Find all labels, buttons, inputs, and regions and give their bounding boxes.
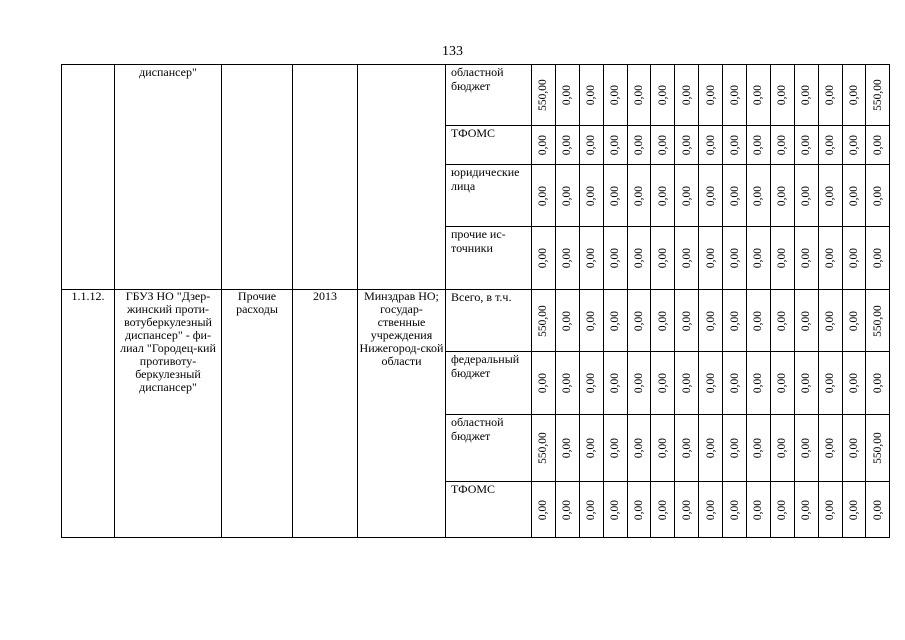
value-text: 0,00 <box>680 185 693 206</box>
value-text: 0,00 <box>585 84 598 106</box>
value-text: 0,00 <box>633 437 645 459</box>
value-cell <box>603 227 627 290</box>
value-text: 0,00 <box>537 134 550 156</box>
value-text: 0,00 <box>728 134 741 156</box>
value-text: 550,00 <box>537 304 550 337</box>
table-row <box>62 290 890 352</box>
value-cell <box>627 290 651 352</box>
value-cell <box>555 290 579 352</box>
value-text: 0,00 <box>800 185 813 206</box>
value-text: 0,00 <box>680 134 693 156</box>
value-text: 0,00 <box>561 247 574 269</box>
value-cell <box>651 165 675 227</box>
value-text: 0,00 <box>776 247 789 269</box>
value-cell <box>723 290 747 352</box>
value-text: 0,00 <box>585 310 598 331</box>
source-cell: ТФОМС <box>446 482 532 538</box>
value-text: 0,00 <box>561 185 574 206</box>
value-text: 0,00 <box>800 134 813 156</box>
value-cell <box>794 352 818 415</box>
value-cell <box>675 482 699 538</box>
value-cell <box>723 352 747 415</box>
value-cell <box>770 227 794 290</box>
value-text: 0,00 <box>776 185 789 206</box>
value-text: 0,00 <box>704 185 717 206</box>
budget-table <box>61 64 890 538</box>
value-text: 0,00 <box>704 437 717 459</box>
value-cell <box>699 290 723 352</box>
value-cell <box>794 65 818 126</box>
value-text: 0,00 <box>585 499 598 520</box>
value-text: 0,00 <box>585 247 598 269</box>
value-cell <box>723 482 747 538</box>
value-text: 0,00 <box>752 247 765 269</box>
value-cell <box>842 227 866 290</box>
value-text: 0,00 <box>776 84 789 106</box>
value-cell <box>532 482 556 538</box>
value-text: 0,00 <box>848 247 861 269</box>
value-cell <box>723 227 747 290</box>
value-cell <box>675 165 699 227</box>
value-text: 0,00 <box>585 372 598 394</box>
value-cell <box>603 126 627 165</box>
source-cell: областной бюджет <box>446 415 532 482</box>
expense-type-cell <box>222 65 293 290</box>
value-cell <box>723 415 747 482</box>
value-cell <box>555 482 579 538</box>
value-text: 0,00 <box>824 134 837 156</box>
value-text: 0,00 <box>633 185 645 206</box>
value-text: 0,00 <box>848 437 861 459</box>
value-text: 0,00 <box>537 185 550 206</box>
value-cell <box>794 415 818 482</box>
value-cell <box>699 227 723 290</box>
item-name-cell: диспансер" <box>115 65 222 290</box>
value-cell <box>579 165 603 227</box>
value-text: 0,00 <box>848 185 861 206</box>
value-text: 0,00 <box>848 372 861 394</box>
value-cell <box>723 126 747 165</box>
value-text: 0,00 <box>656 310 669 331</box>
value-cell <box>818 482 842 538</box>
value-text: 0,00 <box>776 134 789 156</box>
value-cell <box>818 352 842 415</box>
value-text: 0,00 <box>633 372 645 394</box>
year-cell <box>293 65 358 290</box>
value-cell <box>699 165 723 227</box>
value-cell <box>555 165 579 227</box>
value-cell <box>651 227 675 290</box>
value-text: 0,00 <box>680 84 693 106</box>
value-text: 0,00 <box>728 437 741 459</box>
value-text: 0,00 <box>704 499 717 520</box>
value-text: 0,00 <box>848 499 861 520</box>
value-text: 0,00 <box>800 84 813 106</box>
value-text: 0,00 <box>656 185 669 206</box>
value-cell <box>866 227 890 290</box>
value-text: 550,00 <box>537 79 550 111</box>
value-text: 0,00 <box>752 185 765 206</box>
value-text: 0,00 <box>680 437 693 459</box>
value-cell <box>866 126 890 165</box>
value-text: 0,00 <box>704 247 717 269</box>
value-cell <box>770 290 794 352</box>
value-cell <box>842 352 866 415</box>
source-cell: Всего, в т.ч. <box>446 290 532 352</box>
source-cell: прочие ис-точники <box>446 227 532 290</box>
value-text: 0,00 <box>656 372 669 394</box>
value-cell <box>770 65 794 126</box>
value-cell <box>818 126 842 165</box>
value-cell <box>794 126 818 165</box>
value-text: 0,00 <box>537 372 550 394</box>
value-text: 0,00 <box>609 134 622 156</box>
value-text: 0,00 <box>537 247 550 269</box>
value-text: 0,00 <box>800 310 813 331</box>
value-text: 0,00 <box>728 499 741 520</box>
value-cell <box>747 290 771 352</box>
value-cell <box>579 352 603 415</box>
value-text: 0,00 <box>656 84 669 106</box>
value-text: 0,00 <box>776 499 789 520</box>
value-text: 0,00 <box>680 372 693 394</box>
value-cell <box>699 126 723 165</box>
item-number-cell: 1.1.12. <box>62 290 115 538</box>
value-text: 0,00 <box>561 437 574 459</box>
source-cell: юридические лица <box>446 165 532 227</box>
value-cell <box>723 65 747 126</box>
value-text: 0,00 <box>633 134 645 156</box>
value-cell <box>555 227 579 290</box>
value-text: 0,00 <box>656 134 669 156</box>
value-text: 0,00 <box>752 372 765 394</box>
value-text: 0,00 <box>585 185 598 206</box>
value-cell <box>747 227 771 290</box>
value-text: 0,00 <box>800 499 813 520</box>
value-text: 0,00 <box>848 84 861 106</box>
value-cell <box>555 415 579 482</box>
value-cell <box>842 415 866 482</box>
value-text: 550,00 <box>871 432 884 464</box>
value-cell <box>603 415 627 482</box>
value-cell <box>770 126 794 165</box>
value-text: 0,00 <box>824 372 837 394</box>
value-text: 0,00 <box>824 247 837 269</box>
value-cell <box>555 65 579 126</box>
value-cell <box>747 126 771 165</box>
value-cell <box>699 65 723 126</box>
value-text: 0,00 <box>824 185 837 206</box>
source-cell: областной бюджет <box>446 65 532 126</box>
value-cell <box>842 126 866 165</box>
value-cell <box>818 290 842 352</box>
value-cell <box>770 352 794 415</box>
value-cell <box>532 126 556 165</box>
value-cell <box>747 165 771 227</box>
value-text: 0,00 <box>752 437 765 459</box>
value-text: 0,00 <box>871 185 884 206</box>
value-cell <box>770 165 794 227</box>
value-text: 0,00 <box>728 310 741 331</box>
value-cell <box>842 65 866 126</box>
value-cell <box>842 482 866 538</box>
value-cell <box>579 290 603 352</box>
value-text: 0,00 <box>561 84 574 106</box>
value-cell <box>579 65 603 126</box>
value-text: 0,00 <box>800 372 813 394</box>
value-text: 0,00 <box>609 247 622 269</box>
value-cell <box>627 126 651 165</box>
value-text: 0,00 <box>585 437 598 459</box>
value-text: 0,00 <box>680 499 693 520</box>
value-cell <box>675 65 699 126</box>
value-text: 0,00 <box>800 437 813 459</box>
value-text: 0,00 <box>800 247 813 269</box>
value-text: 0,00 <box>680 310 693 331</box>
value-text: 0,00 <box>824 310 837 331</box>
value-cell <box>675 290 699 352</box>
value-cell <box>532 227 556 290</box>
value-cell <box>532 352 556 415</box>
value-text: 0,00 <box>609 185 622 206</box>
value-cell <box>818 165 842 227</box>
source-cell: ТФОМС <box>446 126 532 165</box>
value-cell <box>699 482 723 538</box>
value-cell <box>770 415 794 482</box>
value-cell <box>579 482 603 538</box>
value-text: 0,00 <box>633 84 645 106</box>
value-text: 0,00 <box>752 499 765 520</box>
value-text: 0,00 <box>728 372 741 394</box>
value-cell <box>866 290 890 352</box>
value-cell <box>699 352 723 415</box>
value-text: 550,00 <box>537 432 550 464</box>
value-cell <box>579 227 603 290</box>
value-cell <box>651 482 675 538</box>
value-cell <box>794 165 818 227</box>
value-cell <box>842 165 866 227</box>
value-cell <box>842 290 866 352</box>
value-text: 0,00 <box>609 310 622 331</box>
value-text: 0,00 <box>656 499 669 520</box>
value-cell <box>818 227 842 290</box>
value-text: 0,00 <box>776 437 789 459</box>
source-cell: федеральный бюджет <box>446 352 532 415</box>
value-cell <box>579 415 603 482</box>
value-text: 550,00 <box>871 79 884 111</box>
value-cell <box>603 290 627 352</box>
value-cell <box>651 126 675 165</box>
value-cell <box>723 165 747 227</box>
value-cell <box>818 415 842 482</box>
value-text: 0,00 <box>561 499 574 520</box>
value-text: 0,00 <box>848 134 861 156</box>
value-text: 0,00 <box>609 372 622 394</box>
value-text: 0,00 <box>824 499 837 520</box>
value-text: 0,00 <box>848 310 861 331</box>
value-cell <box>866 65 890 126</box>
value-cell <box>794 227 818 290</box>
value-cell <box>651 65 675 126</box>
value-cell <box>794 482 818 538</box>
value-cell <box>747 65 771 126</box>
value-text: 0,00 <box>561 310 574 331</box>
value-cell <box>579 126 603 165</box>
value-cell <box>866 165 890 227</box>
value-cell <box>627 415 651 482</box>
value-cell <box>532 290 556 352</box>
value-cell <box>794 290 818 352</box>
value-cell <box>532 165 556 227</box>
page-number: 133 <box>442 44 463 59</box>
value-text: 0,00 <box>633 247 645 269</box>
expense-type-cell: Прочие расходы <box>222 290 293 538</box>
value-text: 0,00 <box>680 247 693 269</box>
value-cell <box>675 352 699 415</box>
value-cell <box>651 415 675 482</box>
value-cell <box>627 352 651 415</box>
value-cell <box>866 352 890 415</box>
value-cell <box>651 352 675 415</box>
item-number-cell <box>62 65 115 290</box>
value-cell <box>603 352 627 415</box>
value-cell <box>627 482 651 538</box>
value-text: 0,00 <box>585 134 598 156</box>
value-text: 0,00 <box>561 372 574 394</box>
value-text: 0,00 <box>752 84 765 106</box>
value-text: 0,00 <box>728 84 741 106</box>
value-cell <box>532 415 556 482</box>
value-cell <box>747 482 771 538</box>
value-text: 0,00 <box>609 84 622 106</box>
value-cell <box>651 290 675 352</box>
value-text: 0,00 <box>656 247 669 269</box>
value-text: 0,00 <box>656 437 669 459</box>
value-text: 0,00 <box>633 310 645 331</box>
value-text: 0,00 <box>537 499 550 520</box>
value-text: 0,00 <box>871 499 884 520</box>
value-text: 0,00 <box>728 247 741 269</box>
value-text: 0,00 <box>871 134 884 156</box>
value-cell <box>675 126 699 165</box>
item-name-cell: ГБУЗ НО "Дзер-жинский проти-вотуберкулезный диспансер" - фи-лиал "Городец-кий противоту-беркулезный диспансер" <box>115 290 222 538</box>
executor-cell <box>358 65 446 290</box>
value-text: 0,00 <box>561 134 574 156</box>
value-text: 0,00 <box>728 185 741 206</box>
value-text: 0,00 <box>704 84 717 106</box>
value-cell <box>555 126 579 165</box>
value-text: 550,00 <box>871 304 884 337</box>
value-cell <box>627 65 651 126</box>
value-text: 0,00 <box>824 84 837 106</box>
value-text: 0,00 <box>776 310 789 331</box>
value-cell <box>627 227 651 290</box>
value-cell <box>603 482 627 538</box>
table-row <box>62 65 890 126</box>
value-cell <box>770 482 794 538</box>
value-cell <box>866 482 890 538</box>
value-text: 0,00 <box>824 437 837 459</box>
value-cell <box>603 65 627 126</box>
value-cell <box>747 415 771 482</box>
value-text: 0,00 <box>704 134 717 156</box>
value-cell <box>818 65 842 126</box>
value-cell <box>555 352 579 415</box>
value-text: 0,00 <box>871 247 884 269</box>
year-cell: 2013 <box>293 290 358 538</box>
value-cell <box>627 165 651 227</box>
value-text: 0,00 <box>871 372 884 394</box>
value-text: 0,00 <box>704 310 717 331</box>
value-text: 0,00 <box>633 499 645 520</box>
value-cell <box>603 165 627 227</box>
value-cell <box>675 227 699 290</box>
value-text: 0,00 <box>752 134 765 156</box>
executor-cell: Минздрав НО; государ-ственные учреждения Нижегород-ской области <box>358 290 446 538</box>
value-cell <box>532 65 556 126</box>
value-text: 0,00 <box>752 310 765 331</box>
value-cell <box>866 415 890 482</box>
value-cell <box>747 352 771 415</box>
value-text: 0,00 <box>609 499 622 520</box>
value-cell <box>699 415 723 482</box>
value-cell <box>675 415 699 482</box>
value-text: 0,00 <box>609 437 622 459</box>
value-text: 0,00 <box>704 372 717 394</box>
value-text: 0,00 <box>776 372 789 394</box>
